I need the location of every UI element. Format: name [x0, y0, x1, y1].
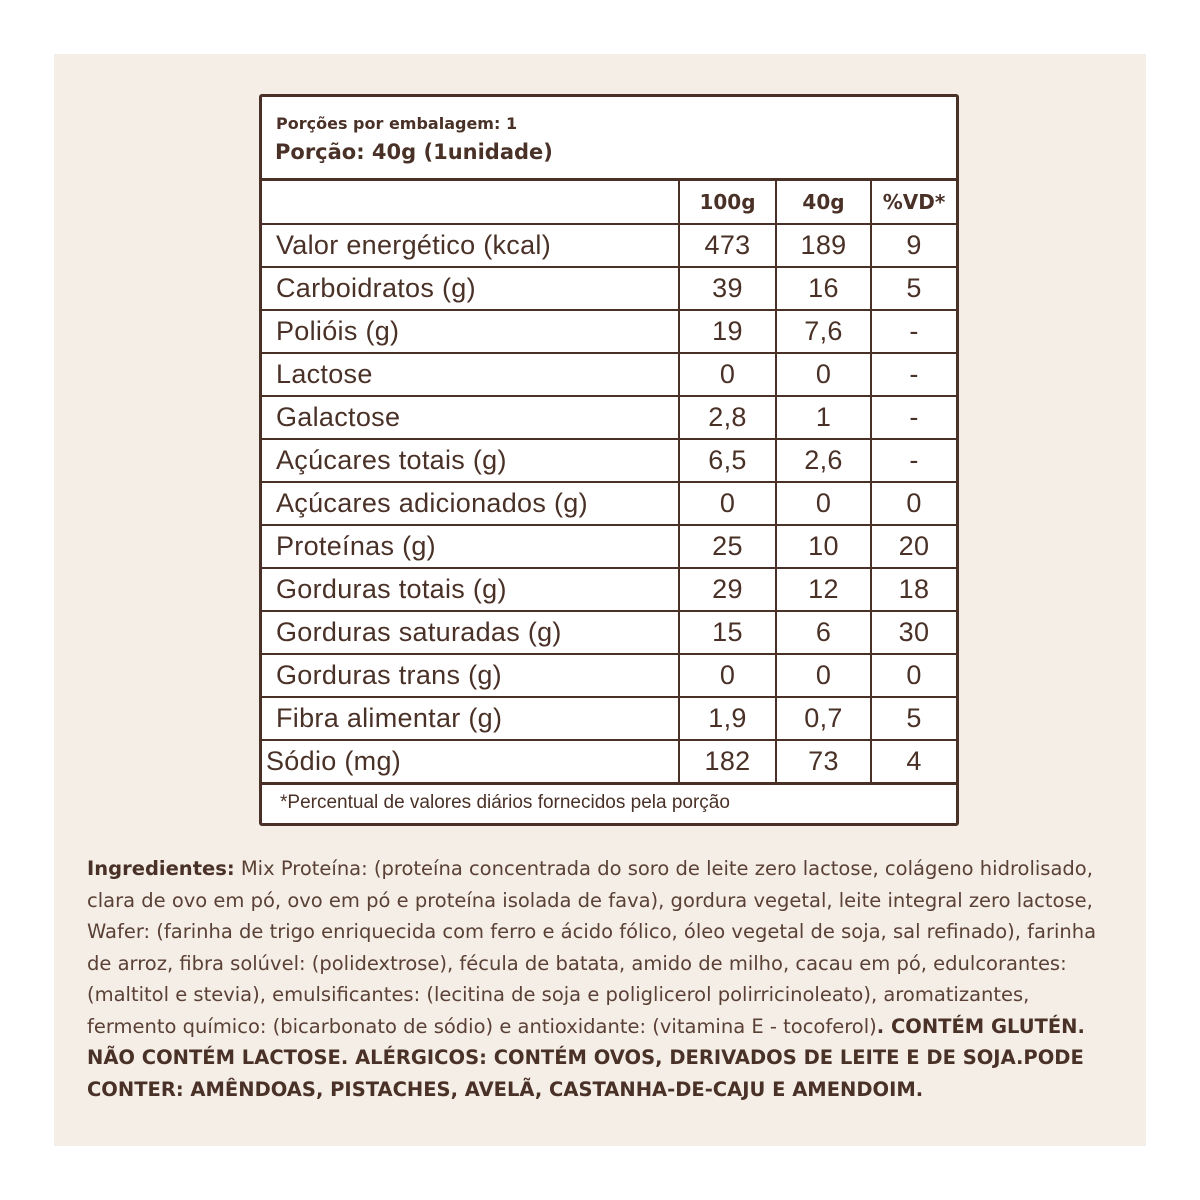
value-per-40g: 2,6 [776, 439, 871, 482]
value-daily: 18 [871, 568, 956, 611]
header-daily-value: %VD* [871, 181, 956, 224]
value-per-100g: 6,5 [679, 439, 776, 482]
nutrient-name: Fibra alimentar (g) [262, 697, 679, 740]
value-per-100g: 182 [679, 740, 776, 784]
value-per-40g: 12 [776, 568, 871, 611]
value-per-100g: 39 [679, 267, 776, 310]
table-row [262, 224, 956, 267]
table-row [262, 310, 956, 353]
value-per-100g: 2,8 [679, 396, 776, 439]
value-per-40g: 0 [776, 654, 871, 697]
nutrient-name: Galactose [262, 396, 679, 439]
table-row [262, 353, 956, 396]
value-per-100g: 29 [679, 568, 776, 611]
value-per-40g: 0,7 [776, 697, 871, 740]
value-daily: 5 [871, 267, 956, 310]
nutrient-name: Sódio (mg) [262, 740, 679, 784]
ingredients-list [87, 853, 1117, 1105]
value-per-100g: 19 [679, 310, 776, 353]
ingredients-text: Mix Proteína: (proteína concentrada do soro de leite zero lactose, colágeno hidrolisado, clara de ovo em pó, ovo em pó e proteína isolada de fava), gordura vegetal, leite integral zero lactose, Wafer: (farinha de trigo enriquecida com ferro e ácido fólico, óleo vegetal de soja, sal refinado), farinha de arroz, fibra solúvel: (polidextrose), fécula de batata, amido de milho, cacau em pó, edulcorantes: (maltitol e stevia), emulsificantes: (lecitina de soja e poliglicerol polirricinoleato), aromatizantes, fermento químico: (bicarbonato de sódio) e antioxidante: (vitamina E - tocoferol) [87, 857, 1097, 1038]
table-header-row [262, 181, 956, 224]
value-per-100g: 25 [679, 525, 776, 568]
serving-size: Porção: 40g (1unidade) [275, 140, 553, 164]
value-daily: 0 [871, 654, 956, 697]
nutrient-name: Lactose [262, 353, 679, 396]
nutrient-name: Proteínas (g) [262, 525, 679, 568]
nutrient-name: Gorduras saturadas (g) [262, 611, 679, 654]
table-row [262, 439, 956, 482]
value-daily: 9 [871, 224, 956, 267]
value-per-100g: 1,9 [679, 697, 776, 740]
nutrient-name: Gorduras totais (g) [262, 568, 679, 611]
table-row [262, 740, 956, 784]
table-row [262, 396, 956, 439]
value-per-40g: 6 [776, 611, 871, 654]
value-per-100g: 473 [679, 224, 776, 267]
table-row [262, 525, 956, 568]
value-per-100g: 0 [679, 353, 776, 396]
value-per-40g: 10 [776, 525, 871, 568]
header-nutrient [262, 181, 679, 224]
value-daily: - [871, 439, 956, 482]
value-daily: 30 [871, 611, 956, 654]
servings-per-package: Porções por embalagem: 1 [276, 114, 518, 133]
nutrient-name: Valor energético (kcal) [262, 224, 679, 267]
value-per-100g: 0 [679, 482, 776, 525]
value-daily: - [871, 353, 956, 396]
value-daily: 4 [871, 740, 956, 784]
nutrient-name: Açúcares totais (g) [262, 439, 679, 482]
value-daily: 0 [871, 482, 956, 525]
value-per-40g: 73 [776, 740, 871, 784]
nutrient-name: Polióis (g) [262, 310, 679, 353]
header-per-40g: 40g [776, 181, 871, 224]
table-row [262, 267, 956, 310]
daily-value-footnote: *Percentual de valores diários fornecidos pela porção [280, 792, 730, 813]
table-row [262, 697, 956, 740]
value-per-40g: 16 [776, 267, 871, 310]
header-per-100g: 100g [679, 181, 776, 224]
nutrition-facts-table [259, 94, 959, 826]
value-daily: - [871, 396, 956, 439]
value-daily: - [871, 310, 956, 353]
value-per-40g: 1 [776, 396, 871, 439]
value-per-40g: 189 [776, 224, 871, 267]
value-daily: 20 [871, 525, 956, 568]
allergen-warning: . CONTÉM GLUTÉN. NÃO CONTÉM LACTOSE. ALÉRGICOS: CONTÉM OVOS, DERIVADOS DE LEITE E DE SOJA.PODE CONTER: AMÊNDOAS, PISTACHES, AVELÃ, CASTANHA-DE-CAJU E AMENDOIM. [87, 1014, 1085, 1101]
value-per-40g: 0 [776, 353, 871, 396]
table-row [262, 482, 956, 525]
value-per-100g: 0 [679, 654, 776, 697]
nutrient-name: Carboidratos (g) [262, 267, 679, 310]
table-row [262, 568, 956, 611]
table-row [262, 611, 956, 654]
nutrient-table [262, 181, 956, 785]
value-per-100g: 15 [679, 611, 776, 654]
value-per-40g: 7,6 [776, 310, 871, 353]
table-row [262, 654, 956, 697]
nutrient-name: Gorduras trans (g) [262, 654, 679, 697]
nutrient-name: Açúcares adicionados (g) [262, 482, 679, 525]
value-per-40g: 0 [776, 482, 871, 525]
ingredients-label: Ingredientes: [87, 857, 235, 880]
value-daily: 5 [871, 697, 956, 740]
serving-info [262, 97, 956, 181]
